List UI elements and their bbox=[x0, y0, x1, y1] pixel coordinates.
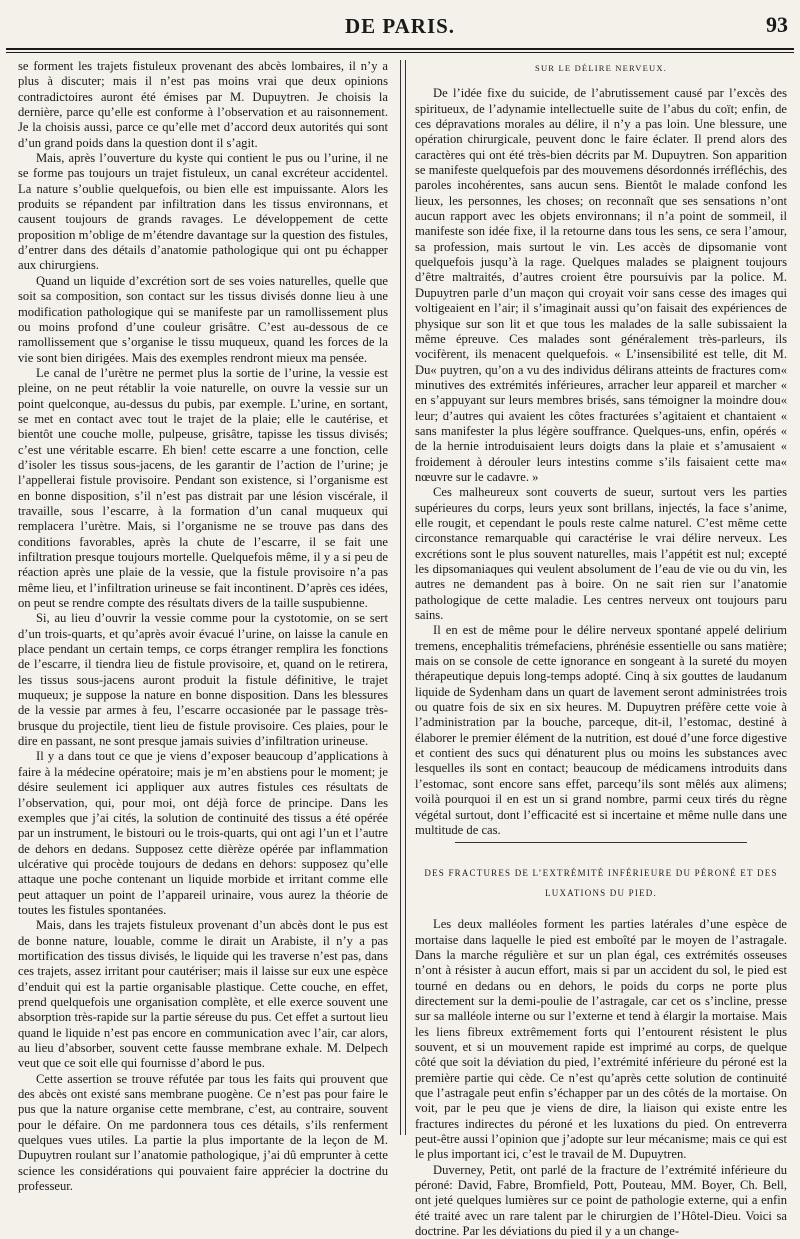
paragraph: Il en est de même pour le délire nerveux spontané appelé delirium tremens, encephalitis trémefaciens, phrénésie essentielle ou sans matière; mais on se console de cette ignorance en songeant à la sureté du moyen thérapeutique depuis long-temps adopté. Cinq à six gouttes de laudanum liquide de Sydenham dans un quart de lavement seront administrées trois ou quatre fois de six en six heures. M. Dupuytren préfère cette voie à l’administration par la bouche, parceque, dit-il, l’estomac, destiné à élaborer le premier élément de la nutrition, est doué d’une force digestive et contient des sucs qui dénaturent plus ou moins les substances avec lesquelles ils sont en contact; beaucoup de médicamens introduits dans l’estomac, sont encore sans effet, parcequ’ils sont mêlés aux alimens; voilà pourquoi il en est un si grand nombre, parmi ceux tirés du règne végétal surtout, dont l’efficacité est si incertaine et même nulle dans une multitude de cas. bbox=[415, 623, 787, 837]
paragraph: De l’idée fixe du suicide, de l’abrutissement causé par l’excès des spiritueux, de l’adynamie intellectuelle suite de l’abus du coït; enfin, de ces dépravations morales au délire, il n’y a pas loin. Une blessure, une opération chirurgicale, peuvent donc le faire éclater. Il prend alors des caractères qui ont été très-bien décrits par M. Dupuytren. Son apparition se manifeste quelquefois par des mouvemens désordonnés irréfléchis, des paroles incohérentes, sans aucun sens. Bientôt le malade confond les lieux, les personnes, les choses; on reconnaît que ses sensations n’ont aucun rapport avec les objets environnans; il n’a point de sommeil, il manifeste son idée fixe, il la retourne dans tous les sens, ce sera l’amour, sa profession, mais surtout le vin. Les accès de dipsomanie vont quelquefois jusqu’à la rage. Quelques malades se plaignent toujours d’être maltraités, d’autres croient être poursuivis par la police. M. Dupuytren parle d’un maçon qui croyait voir sans cesse des images qui voltigeaient en l’air; il s’imaginait aussi qu’on faisait des expériences de physique sur son lit et que tous les malades de la salle subissaient la même épreuve. Ces malades sont généralement très-parleurs, ils vocifèrent, ils menacent quelquefois. « L’insensibilité est telle, dit M. Du« puytren, qu’on a vu des individus délirans atteints de fractures com« minutives des extrémités inférieures, arracher leur appareil et marcher « en s’appuyant sur leurs membres brisés, sans témoigner la moindre dou« leur; d’autres qui avaient les côtes fracturées s’agitaient et chantaient « sans manifester la plus légère souffrance. Quelques-uns, enfin, opérés « de la hernie introduisaient leurs doigts dans la plaie et s’amusaient « froidement à dérouler leurs intestins comme s’ils faisaient cette ma« nœuvre sur le cadavre. » bbox=[415, 86, 787, 484]
section-heading: DES FRACTURES DE L’EXTRÉMITÉ INFÉRIEURE DU PÉRONÉ ET DES LUXATIONS DU PIED. bbox=[424, 868, 778, 899]
paragraph: Il y a dans tout ce que je viens d’exposer beaucoup d’applications à faire à la médecine opératoire; mais je m’en abstiens pour le moment; je désire seulement ici appliquer aux autres fistules ces résultats de l’observation, qui, pour moi, ont déjà force de principe. Dans les exemples que j’ai cités, la solution de continuité des tissus a été opérée par un instrument, le bistouri ou le trois-quarts, qui ont agi l’un et l’autre de dehors en dedans. Supposez cette dièrèze opérée par inflammation ulcérative qui procède toujours de dedans en dehors: supposez qu’elle attaque une poche contenant un liquide morbide et irritant comme elle peut attaquer un point de l’appareil urinaire, vous aurez la théorie de toutes les fistules spontanées. bbox=[18, 749, 388, 917]
running-title: DE PARIS. bbox=[344, 14, 456, 38]
paragraph: Quand un liquide d’excrétion sort de ses voies naturelles, quelle que soit sa composition, son contact sur les tissus divisés donne lieu à une modification pathologique qui se manifeste par un ramollissement plus ou moins profond d’une couleur grisâtre. C’est au-dessous de ce ramollissement que s’organise le tissu muqueux, quand les forces de la vie sont bien dirigées. Mais des exemples rendront mieux ma pensée. bbox=[18, 273, 388, 365]
paragraph: Mais, après l’ouverture du kyste qui contient le pus ou l’urine, il ne se forme pas toujours un trajet fistuleux, un canal excréteur accidentel. La nature s’oublie quelquefois, ou bien elle est impuissante. Alors les produits se répandent par infiltration dans les tissus environnans, et causent toujours de grands ravages. Le développement de cette proposition m’oblige de m’étendre davantage sur la question des fistules, d’entrer dans des détails d’anatomie pathologique qui ont pu échapper aux chirurgiens. bbox=[18, 151, 388, 273]
paragraph: Mais, dans les trajets fistuleux provenant d’un abcès dont le pus est de bonne nature, louable, comme le dirait un Arabiste, il n’y a pas mortification des tissus divisés, le liquide qui les traverse n’est pas, dans ces trajets, assez irritant pour cautériser; mais il laisse sur eux une espèce d’enduit qui est la partie organisable plastique. Cette couche, en effet, prend quelquefois une organisation complète, et elle exerce souvent une absorption très-rapide sur la partie séreuse du pus. Cet effet a surtout lieu quand le liquide n’est pas encore en communication avec l’air, car alors, au lieu d’absorber, souvent cette fausse membrane exhale. M. Delpech veut que ce soit elle qui fournisse d’abord le pus. bbox=[18, 918, 388, 1071]
paragraph: Le canal de l’urètre ne permet plus la sortie de l’urine, la vessie est pleine, on ne peut rétablir la voie naturelle, on ouvre la vessie sur un point quelconque, au-dessus du pubis, par exemple. L’urine, en sortant, se met en contact avec tout le trajet de la plaie; elle le cautérise, et bientôt une couche molle, pulpeuse, grisâtre, tapisse les tissus divisés; c’est une véritable escarre. Eh bien! cette escarre a une fonction, celle d’isoler les tissus sous-jacens, de les garantir de l’action de l’urine; je l’appellerai fistule provisoire. Pendant son existence, si l’organisme est en bonne disposition, s’il n’est pas distrait par une lésion viscérale, il travaille, sous l’escarre, à la formation d’un canal muqueux qui remplacera l’urètre. Mais, si l’organisme ne se trouve pas dans des conditions favorables, après la chute de l’escarre, il se fait une infiltration presque toujours mortelle. Quelquefois même, il y a si peu de réaction après une plaie de la vessie, que la fistule provisoire n’a pas même lieu, et l’infiltration urineuse se fait incontinent. D’après ces idées, on peut se rendre compte des résultats divers de la taille suspubienne. bbox=[18, 365, 388, 611]
page-number: 93 bbox=[766, 12, 788, 37]
section-separator bbox=[455, 842, 747, 843]
paragraph: Duverney, Petit, ont parlé de la fracture de l’extrémité inférieure du péroné: David, Fabre, Bromfield, Pott, Pouteau, MM. Boyer, Ch. Bell, ont jeté quelques lumières sur ce point de pathologie externe, qui a enfin été traité avec un rare talent par le chirurgien de l’Hôtel-Dieu. Voici sa doctrine. Par les déviations du pied il y a un change- bbox=[415, 1162, 787, 1239]
header-rule-thin bbox=[6, 52, 794, 53]
paragraph: Les deux malléoles forment les parties latérales d’une espèce de mortaise dans laquelle le pied est emboîté par le moyen de l’astragale. Dans la marche régulière et sur un plan égal, ces extrémités osseuses n’ont à résister à aucun effort, mais si par un accident du sol, le pied est tourné en dedans ou en dehors, le poids du corps ne porte plus directement sur la demi-poulie de l’astragale, car cet os s’incline, presse sur sa malléole interne ou sur l’externe et tend à élargir la mortaise. Mais les liens fibreux extrêmement forts qui l’entourent résistent le plus souvent, et si un mouvement rapide est imprimé au corps, de quelque côté que soit la déviation du pied, l’extrémité inférieure du péroné est la première partie qui cède. Ce n’est qu’après cette solution de continuité que l’astragale peut enfin s’échapper par un des côtés de la mortaise. On voit, par le peu que je viens de dire, la liaison qui existe entre les fractures indirectes du péroné et les luxations du pied. On entreverra peut-être aussi l’opinion que j’adopte sur leur mécanisme; mais ce qui est le plus important ici, c’est le travail de M. Dupuytren. bbox=[415, 917, 787, 1162]
paragraph: se forment les trajets fistuleux provenant des abcès lombaires, il n’y a plus à discuter; mais il n’est pas moins vrai que deux opinions contradictoires auront été émises par M. Dupuytren. Je choisis la dernière, parce qu’elle est conforme à l’observation et au raisonnement. Je la choisis aussi, parce ce qu’elle met d’accord deux autorités qui sont d’un grand poids dans la question dont il s’agit. bbox=[18, 59, 388, 150]
paragraph: Ces malheureux sont couverts de sueur, surtout vers les parties supérieures du corps, leurs yeux sont brillans, injectés, la face s’anime, elle rougit, et cependant le pouls reste calme naturel. C’est même cette circonstance remarquable qui caractérise le vrai délire nerveux. Les excrétions sont le plus souvent naturelles, mais l’appétit est nul; excepté les dipsomaniaques qui veulent absolument de l’eau de vie ou du vin, les autres ne demandent pas à boire. On ne sait rien sur l’anatomie pathologique de cette maladie. Les centres nerveux ont toujours paru sains. bbox=[415, 485, 787, 623]
header-rule bbox=[6, 48, 794, 50]
section-heading: SUR LE DÉLIRE NERVEUX. bbox=[535, 63, 667, 73]
paragraph: Cette assertion se trouve réfutée par tous les faits qui prouvent que des abcès ont existé sans membrane puogène. Ce n’est pas pour faire le pus que la nature organise cette membrane, c’est, au contraire, souvent pour le défaire. On me pardonnera tous ces détails, s’ils renferment quelques vues utiles. La partie la plus importante de la leçon de M. Dupuytren roulant sur l’anatomie pathologique, j’ai dû emprunter à cette science les considérations qui pouvaient faire apprécier la doctrine du professeur. bbox=[18, 1071, 388, 1194]
left-column bbox=[18, 59, 388, 1194]
column-divider bbox=[400, 60, 406, 1135]
paragraph: Si, au lieu d’ouvrir la vessie comme pour la cystotomie, on se sert d’un trois-quarts, et qu’après avoir évacué l’urine, on laisse la canule en place pendant un certain temps, ce corps étranger remplira les fonctions de l’escarre, il tiendra lieu de fistule provisoire, et, quand on le retirera, les tissus sous-jacens auront produit la fistule définitive, le trajet muqueux; je suppose la nature en bonne disposition. Dans les blessures de la vessie par armes à feu, l’escarre occasionée par le passage très-brusque du projectile, tient lieu de fistule provisoire. Ces plaies, pour le dire en passant, ne sont presque jamais suivies d’infiltration urineuse. bbox=[18, 611, 388, 749]
page-header bbox=[0, 0, 800, 48]
right-column bbox=[415, 59, 787, 1239]
